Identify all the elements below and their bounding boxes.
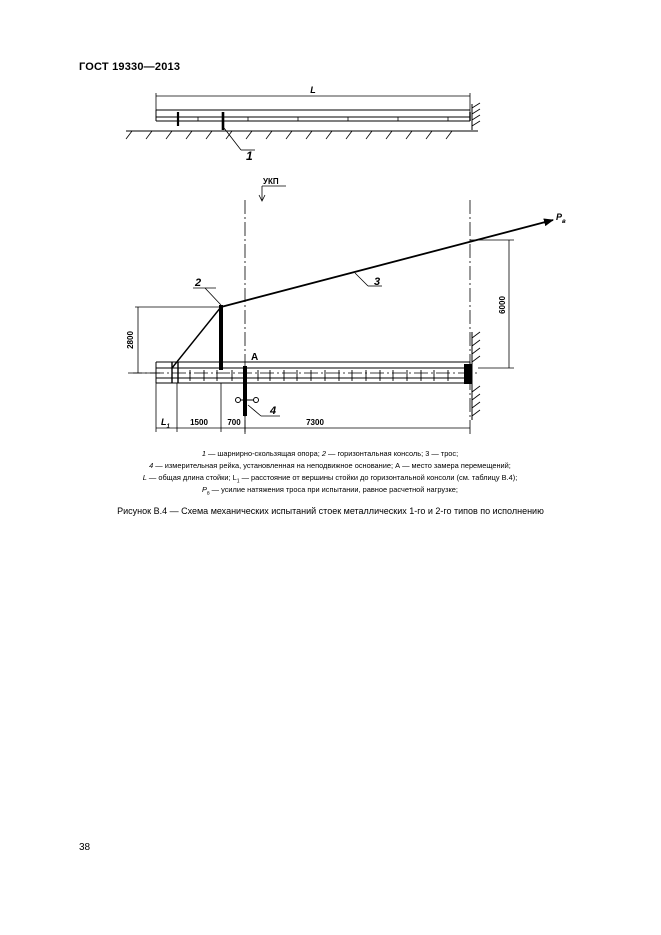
top-view	[126, 85, 480, 163]
force-label: $P_в$	[556, 212, 566, 225]
pole	[156, 362, 470, 383]
legend-line-3: L — общая длина стойки; $L_1$ — расстояние от вершины стойки до горизонтальной консоли (см. таблицу В.4);	[142, 473, 518, 485]
callout-2: 2	[195, 277, 202, 289]
dim-700: 700	[227, 418, 241, 427]
dim-height-left: 2800	[126, 331, 135, 349]
dim-1500: 1500	[190, 418, 208, 427]
main-scheme	[126, 177, 566, 435]
cable	[221, 220, 553, 307]
dim-height-right: 6000	[498, 296, 507, 314]
legend-line-2: 4 — измерительная рейка, установленная на неподвижное основание; А — место замера перемещений;	[149, 461, 511, 470]
legend-line-1: 1 — шарнирно-скользящая опора; 2 — горизонтальная консоль; 3 — трос;	[201, 449, 459, 458]
ukp-label: УКП	[263, 177, 279, 186]
test-scheme-drawing	[0, 0, 661, 445]
document-header: ГОСТ 19330—2013	[79, 61, 181, 73]
callout-3: 3	[374, 276, 381, 288]
top-length-label: L	[310, 85, 316, 95]
dim-l1: $L_1$	[161, 417, 170, 430]
callout-1: 1	[246, 149, 253, 163]
legend-line-4: $P_в$ — усилие натяжения троса при испытании, равное расчетной нагрузке;	[202, 485, 458, 497]
callout-4: 4	[270, 405, 277, 417]
figure-legend	[60, 448, 600, 496]
point-a-label: A	[251, 352, 259, 363]
figure-caption: Рисунок В.4 — Схема механических испытаний стоек металлических 1-го и 2-го типов по исполнению	[117, 506, 544, 516]
dim-7300: 7300	[306, 418, 324, 427]
page-number: 38	[79, 842, 91, 853]
